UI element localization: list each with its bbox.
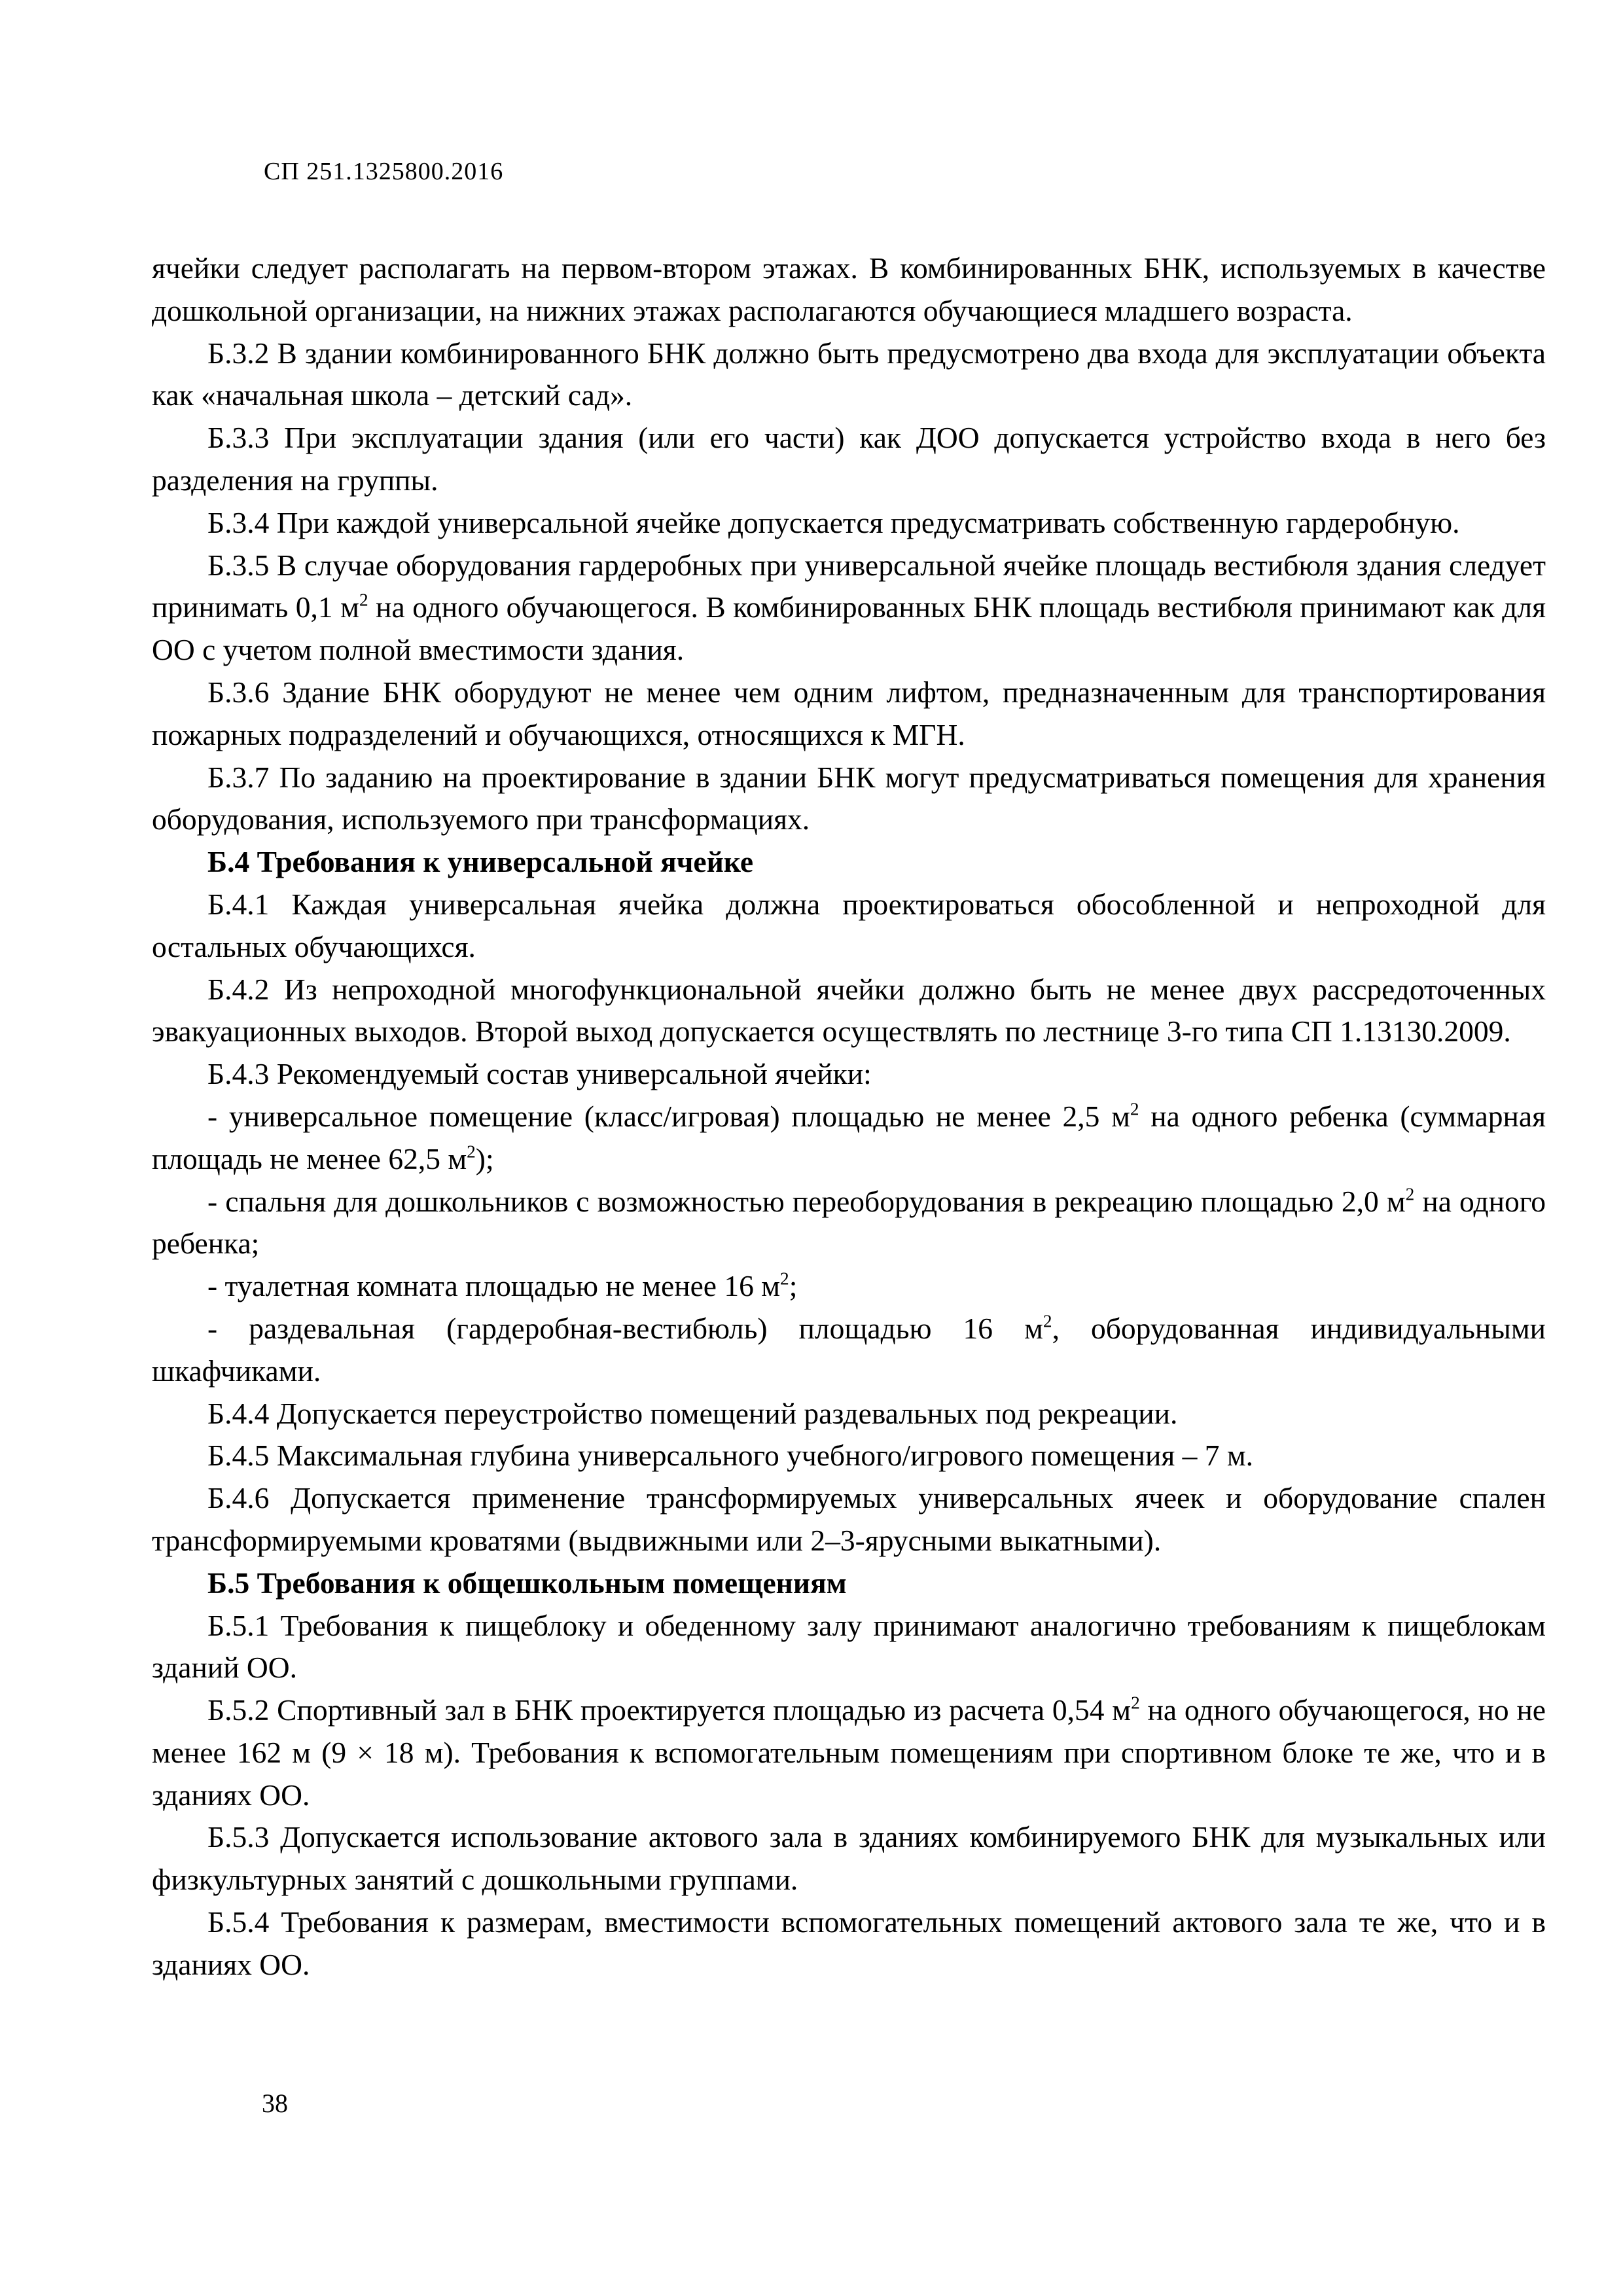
superscript: 2 (780, 1268, 789, 1289)
clause-b-5-2 (152, 1689, 1546, 1816)
text-segment: ; (789, 1269, 798, 1303)
superscript: 2 (1405, 1183, 1415, 1204)
clause-b-5-1: Б.5.1 Требования к пищеблоку и обеденному залу принимают аналогично требованиям к пищеблокам зданий ОО. (152, 1608, 1546, 1685)
clause-b-4-2: Б.4.2 Из непроходной многофункциональной ячейки должно быть не менее двух рассредоточенных эвакуационных выходов. Второй выход допускается осуществлять по лестнице 3-го типа СП 1.13130.2009. (152, 972, 1546, 1049)
text-segment: на одного ребенка; (152, 1184, 1546, 1261)
list-item-bedroom (152, 1181, 1546, 1266)
clause-b-3-5 (152, 545, 1546, 672)
text-segment: Б.5.2 Спортивный зал в БНК проектируется площадью из расчета 0,54 м (207, 1693, 1132, 1727)
document-body (152, 247, 1546, 1986)
text-segment: ); (475, 1141, 494, 1175)
clause-b-3-3: Б.3.3 При эксплуатации здания (или его части) как ДОО допускается устройство входа в него без разделения на группы. (152, 421, 1546, 497)
list-item-cloakroom (152, 1308, 1546, 1393)
text-segment: - раздевальная (гардеробная-вестибюль) площадью 16 м (207, 1311, 1043, 1345)
superscript: 2 (1130, 1099, 1139, 1119)
clause-b-3-6: Б.3.6 Здание БНК оборудуют не менее чем одним лифтом, предназначенным для транспортирования пожарных подразделений и обучающихся, относящихся к МГН. (152, 675, 1546, 751)
clause-b-4-3: Б.4.3 Рекомендуемый состав универсальной ячейки: (207, 1057, 872, 1091)
clause-b-4-1: Б.4.1 Каждая универсальная ячейка должна проектироваться обособленной и непроходной для остальных обучающихся. (152, 887, 1546, 963)
text-segment: на одного обучающегося, но не менее 162 м (9 × 18 м). Требования к вспомогательным помещениям при спортивном блоке те же, что и в зданиях ОО. (152, 1693, 1546, 1812)
list-item-universal-room (152, 1096, 1546, 1181)
clause-b-4-4: Б.4.4 Допускается переустройство помещений раздевальных под рекреации. (207, 1396, 1178, 1430)
clause-b-4-6: Б.4.6 Допускается применение трансформируемых универсальных ячеек и оборудование спален трансформируемыми кроватями (выдвижными или 2–3-ярусными выкатными). (152, 1481, 1546, 1557)
clause-b-5-3: Б.5.3 Допускается использование актового зала в зданиях комбинируемого БНК для музыкальных или физкультурных занятий с дошкольными группами. (152, 1820, 1546, 1897)
superscript: 2 (467, 1141, 476, 1161)
page-number: 38 (262, 2089, 288, 2118)
clause-b-4-5: Б.4.5 Максимальная глубина универсального учебного/игрового помещения – 7 м. (207, 1439, 1254, 1473)
clause-b-5-4: Б.5.4 Требования к размерам, вместимости вспомогательных помещений актового зала те же, что и в зданиях ОО. (152, 1905, 1546, 1981)
text-segment: на одного обучающегося. В комбинированных БНК площадь вестибюля принимают как для ОО с учетом полной вместимости здания. (152, 590, 1546, 667)
section-heading-b-5: Б.5 Требования к общешкольным помещениям (207, 1566, 847, 1600)
text-segment: , оборудованная индивидуальными шкафчиками. (152, 1311, 1546, 1388)
section-heading-b-4: Б.4 Требования к универсальной ячейке (207, 845, 754, 879)
list-item-toilet (152, 1265, 1546, 1308)
text-segment: - универсальное помещение (класс/игровая) площадью не менее 2,5 м (207, 1099, 1130, 1133)
clause-b-3-2: Б.3.2 В здании комбинированного БНК должно быть предусмотрено два входа для эксплуатации объекта как «начальная школа – детский сад». (152, 336, 1546, 412)
text-segment: Б.3.5 В случае оборудования гардеробных при универсальной ячейке площадь вестибюля здания следует принимать 0,1 м (152, 548, 1546, 624)
superscript: 2 (1131, 1693, 1140, 1713)
text-segment: - спальня для дошкольников с возможностью переоборудования в рекреацию площадью 2,0 м (207, 1184, 1406, 1218)
clause-b-3-4: Б.3.4 При каждой универсальной ячейке допускается предусматривать собственную гардеробную. (207, 505, 1460, 539)
text-segment: на одного ребенка (суммарная площадь не менее 62,5 м (152, 1099, 1546, 1175)
superscript: 2 (1043, 1311, 1052, 1331)
paragraph-continuation: ячейки следует располагать на первом-втором этажах. В комбинированных БНК, используемых в качестве дошкольной организации, на нижних этажах располагаются обучающиеся младшего возраста. (152, 251, 1546, 327)
text-segment: - туалетная комната площадью не менее 16 м (207, 1269, 781, 1303)
clause-b-3-7: Б.3.7 По заданию на проектирование в здании БНК могут предусматриваться помещения для хранения оборудования, используемого при трансформациях. (152, 760, 1546, 836)
document-code-header: СП 251.1325800.2016 (264, 158, 504, 185)
superscript: 2 (359, 590, 368, 610)
